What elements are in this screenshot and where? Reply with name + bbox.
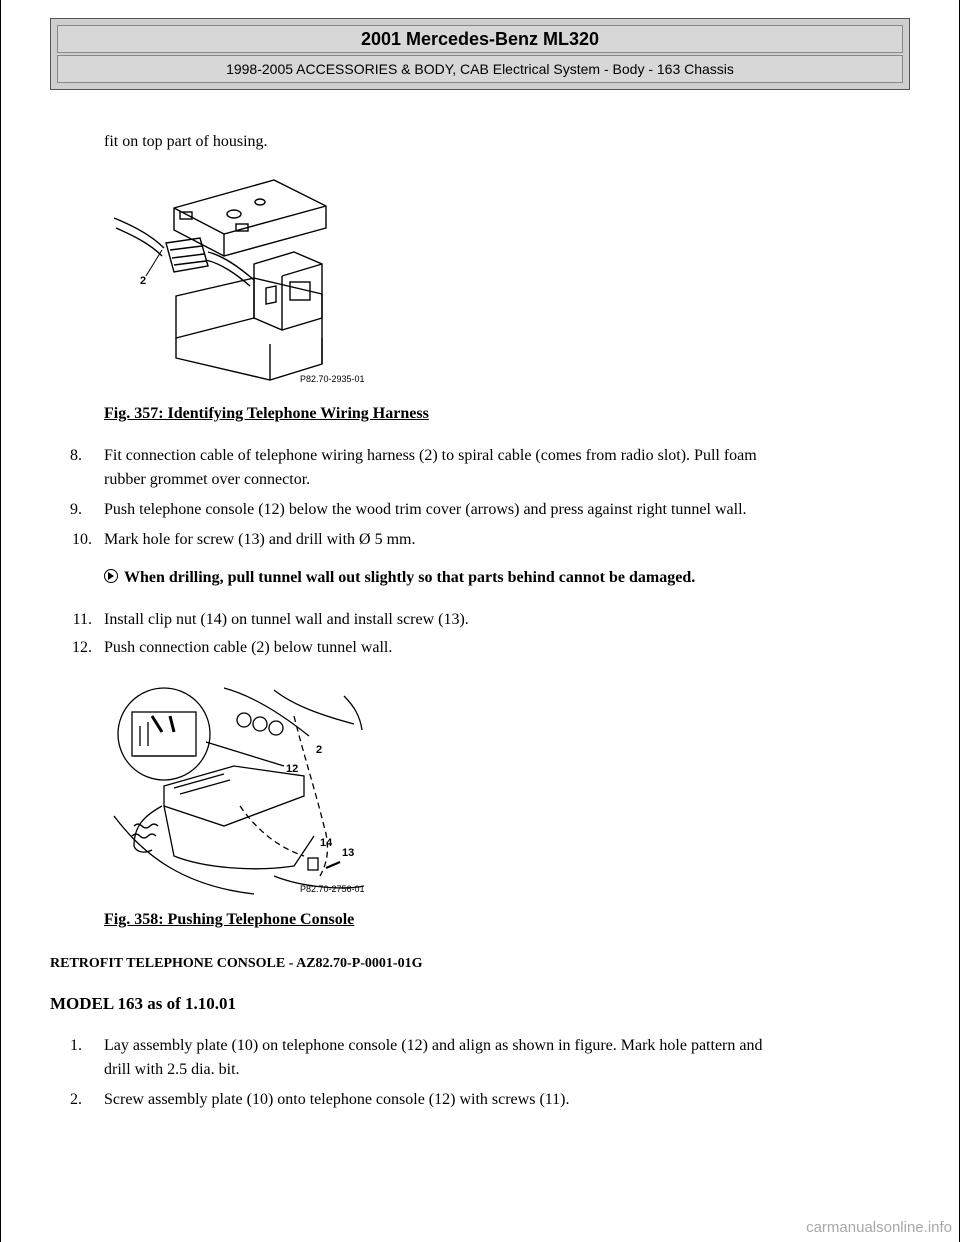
figure-358-caption: Fig. 358: Pushing Telephone Console xyxy=(104,911,355,928)
intro-text: fit on top part of housing. xyxy=(104,133,268,150)
figure-357-callout: 2 xyxy=(140,275,147,287)
watermark: carmanualsonline.info xyxy=(806,1219,952,1236)
step-text: drill with 2.5 dia. bit. xyxy=(104,1061,240,1078)
step-number: 9. xyxy=(70,501,82,518)
figure-358-callout-12: 12 xyxy=(286,763,299,775)
page-header xyxy=(50,18,910,90)
step-number: 8. xyxy=(70,447,82,464)
figure-358-label: P82.70-2756-01 xyxy=(300,884,365,894)
step-number: 10. xyxy=(72,531,92,548)
header-subtitle: 1998-2005 ACCESSORIES & BODY, CAB Electrical System - Body - 163 Chassis xyxy=(57,55,903,83)
step-number: 11. xyxy=(72,611,92,628)
step-text: Mark hole for screw (13) and drill with Ø 5 mm. xyxy=(104,531,416,548)
step-number: 2. xyxy=(70,1091,82,1108)
step-number: 12. xyxy=(72,639,92,656)
figure-358-callout-14: 14 xyxy=(320,837,333,849)
header-title: 2001 Mercedes-Benz ML320 xyxy=(57,25,903,53)
note xyxy=(104,568,695,588)
step-text: Push connection cable (2) below tunnel wall. xyxy=(104,639,393,656)
section-heading: RETROFIT TELEPHONE CONSOLE - AZ82.70-P-0001-01G xyxy=(50,956,423,971)
step-text: Screw assembly plate (10) onto telephone console (12) with screws (11). xyxy=(104,1091,570,1108)
step-number: 1. xyxy=(70,1037,82,1054)
figure-358-illustration xyxy=(104,676,404,906)
step-text: Lay assembly plate (10) on telephone console (12) and align as shown in figure. Mark hole pattern and xyxy=(104,1037,763,1054)
step-text: Fit connection cable of telephone wiring harness (2) to spiral cable (comes from radio slot). Pull foam xyxy=(104,447,757,464)
figure-357-label: P82.70-2935-01 xyxy=(300,374,365,384)
note-text: When drilling, pull tunnel wall out slightly so that parts behind cannot be damaged. xyxy=(124,569,696,586)
note-icon xyxy=(104,569,118,583)
step-text: Install clip nut (14) on tunnel wall and install screw (13). xyxy=(104,611,469,628)
figure-357-illustration xyxy=(104,168,404,394)
model-heading: MODEL 163 as of 1.10.01 xyxy=(50,994,237,1013)
figure-358-callout-2: 2 xyxy=(316,744,323,756)
step-text: Push telephone console (12) below the wood trim cover (arrows) and press against right tunnel wall. xyxy=(104,501,747,518)
figure-357-caption: Fig. 357: Identifying Telephone Wiring Harness xyxy=(104,405,429,422)
step-text: rubber grommet over connector. xyxy=(104,471,311,488)
figure-358-callout-13: 13 xyxy=(342,847,355,859)
